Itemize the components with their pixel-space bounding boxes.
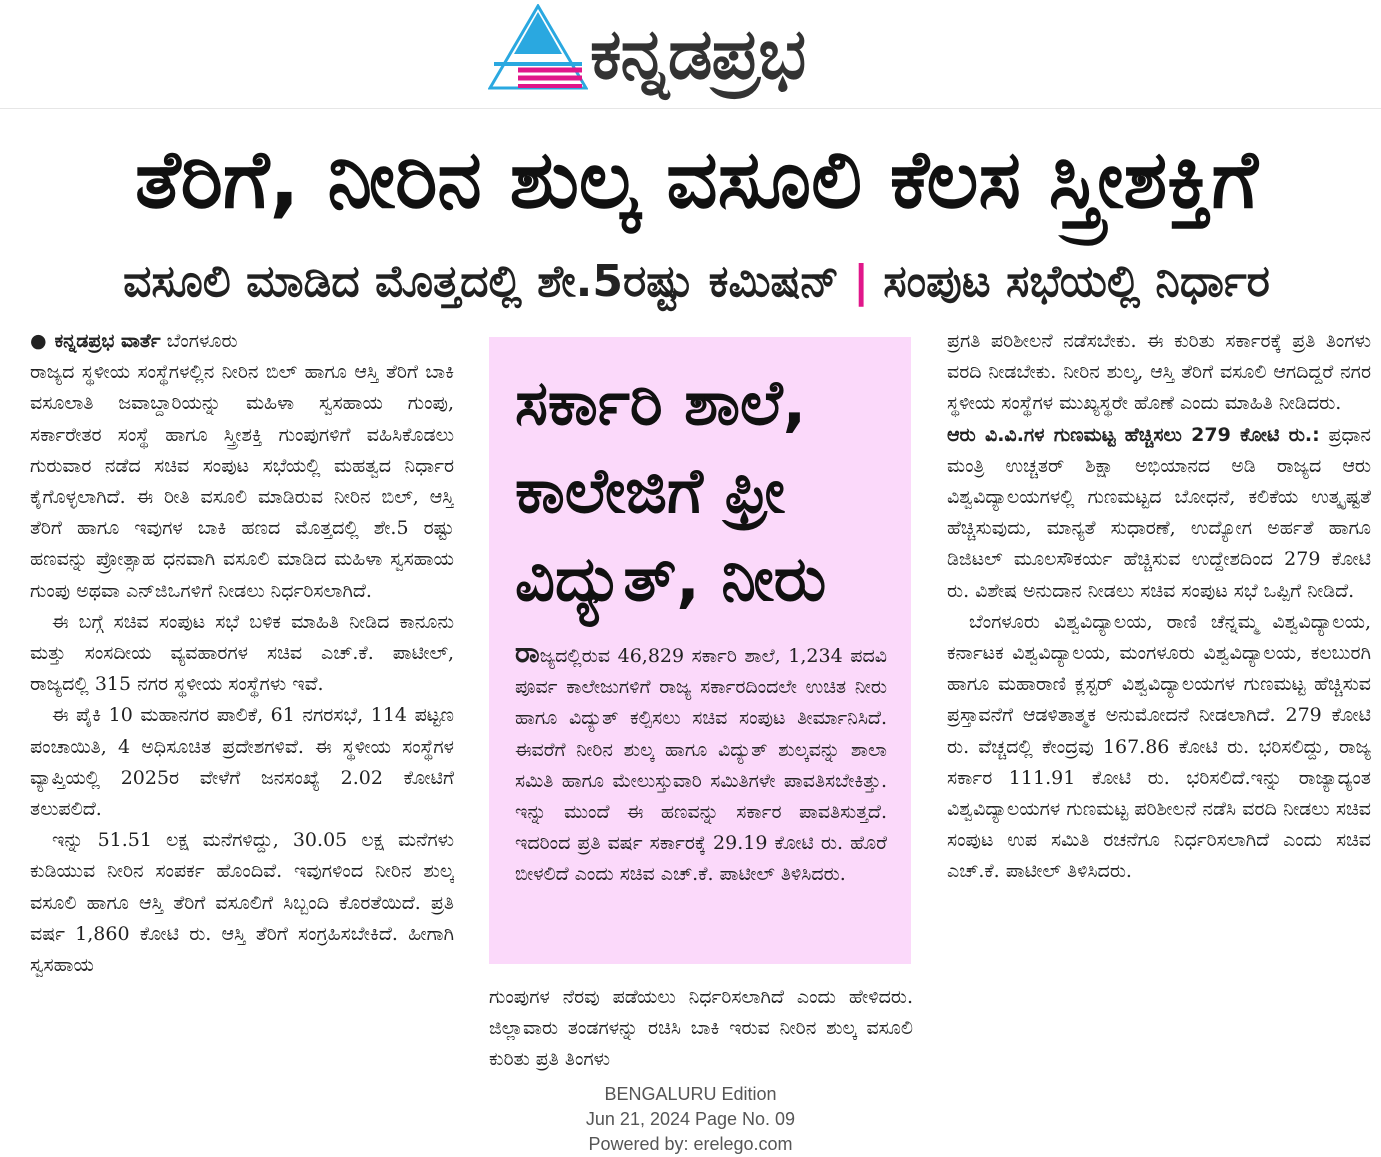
subhead-left: ವಸೂಲಿ ಮಾಡಿದ ಮೊತ್ತದಲ್ಲಿ ಶೇ.5ರಷ್ಟು ಕಮಿಷನ್: [123, 256, 840, 307]
article-subheadline: [24, 246, 1369, 318]
sidebar-box: [489, 337, 911, 964]
powered-by-label: Powered by: erelego.com: [588, 1134, 793, 1154]
box-text: ಜ್ಯದಲ್ಲಿರುವ 46,829 ಸರ್ಕಾರಿ ಶಾಲೆ, 1,234 ಪದವಿ ಪೂರ್ವ ಕಾಲೇಜುಗಳಿಗೆ ರಾಜ್ಯ ಸರ್ಕಾರದಿಂದಲೇ ಉಚಿತ ನೀರು ಹಾಗೂ ವಿದ್ಯುತ್ ಕಲ್ಪಿಸಲು ಸಚಿವ ಸಂಪುಟ ತೀರ್ಮಾನಿಸಿದೆ. ಈವರೆಗೆ ನೀರಿನ ಶುಲ್ಕ ಹಾಗೂ ವಿದ್ಯುತ್ ಶುಲ್ಕವನ್ನು ಶಾಲಾ ಸಮಿತಿ ಹಾಗೂ ಮೇಲುಸ್ತುವಾರಿ ಸಮಿತಿಗಳೇ ಪಾವತಿಸಬೇಕಿತ್ತು. ಇನ್ನು ಮುಂದೆ ಈ ಹಣವನ್ನು ಸರ್ಕಾರ ಪಾವತಿಸುತ್ತದೆ. ಇದರಿಂದ ಪ್ರತಿ ವರ್ಷ ಸರ್ಕಾರಕ್ಕೆ 29.19 ಕೋಟಿ ರು. ಹೊರೆ ಬೀಳಲಿದೆ ಎಂದು ಸಚಿವ ಎಚ್.ಕೆ. ಪಾಟೀಲ್ ತಿಳಿಸಿದರು.: [515, 645, 887, 886]
paragraph: ರಾಜ್ಯದ ಸ್ಥಳೀಯ ಸಂಸ್ಥೆಗಳಲ್ಲಿನ ನೀರಿನ ಬಿಲ್ ಹಾಗೂ ಆಸ್ತಿ ತೆರಿಗೆ ಬಾಕಿ ವಸೂಲಾತಿ ಜವಾಬ್ದಾರಿಯನ್ನು ಮಹಿಳಾ ಸ್ವಸಹಾಯ ಗುಂಪು, ಸರ್ಕಾರೇತರ ಸಂಸ್ಥೆ ಹಾಗೂ ಸ್ತ್ರೀಶಕ್ತಿ ಗುಂಪುಗಳಿಗೆ ವಹಿಸಿಕೊಡಲು ಗುರುವಾರ ನಡೆದ ಸಚಿವ ಸಂಪುಟ ಸಭೆಯಲ್ಲಿ ಮಹತ್ವದ ನಿರ್ಧಾರ ಕೈಗೊಳ್ಳಲಾಗಿದೆ. ಈ ರೀತಿ ವಸೂಲಿ ಮಾಡಿರುವ ನೀರಿನ ಬಿಲ್, ಆಸ್ತಿ ತೆರಿಗೆ ಹಾಗೂ ಇವುಗಳ ಬಾಕಿ ಹಣದ ಮೊತ್ತದಲ್ಲಿ ಶೇ.5 ರಷ್ಟು ಹಣವನ್ನು ಪ್ರೋತ್ಸಾಹ ಧನವಾಗಿ ವಸೂಲಿ ಮಾಡಿದ ಮಹಿಳಾ ಸ್ವಸಹಾಯ ಗುಂಪು ಅಥವಾ ಎನ್‌ಜಿಒಗಳಿಗೆ ನೀಡಲು ನಿರ್ಧರಿಸಲಾಗಿದೆ.: [30, 361, 454, 602]
article-headline: ತೆರಿಗೆ, ನೀರಿನ ಶುಲ್ಕ ವಸೂಲಿ ಕೆಲಸ ಸ್ತ್ರೀಶಕ್ತಿಗೆ: [134, 133, 1258, 226]
masthead: [0, 0, 1381, 109]
byline-source: ಕನ್ನಡಪ್ರಭ ವಾರ್ತೆ: [54, 330, 161, 352]
paragraph: ಪ್ರಗತಿ ಪರಿಶೀಲನೆ ನಡೆಸಬೇಕು. ಈ ಕುರಿತು ಸರ್ಕಾರಕ್ಕೆ ಪ್ರತಿ ತಿಂಗಳು ವರದಿ ನೀಡಬೇಕು. ನೀರಿನ ಶುಲ್ಕ, ಆಸ್ತಿ ತೆರಿಗೆ ವಸೂಲಿ ಆಗದಿದ್ದರೆ ನಗರ ಸ್ಥಳೀಯ ಸಂಸ್ಥೆಗಳ ಮುಖ್ಯಸ್ಥರೇ ಹೊಣೆ ಎಂದು ಮಾಹಿತಿ ನೀಡಿದರು.: [947, 330, 1371, 415]
paragraph: ಗುಂಪುಗಳ ನೆರವು ಪಡೆಯಲು ನಿರ್ಧರಿಸಲಾಗಿದೆ ಎಂದು ಹೇಳಿದರು. ಜಿಲ್ಲಾವಾರು ತಂಡಗಳನ್ನು ರಚಿಸಿ ಬಾಕಿ ಇರುವ ನೀರಿನ ಶುಲ್ಕ ವಸೂಲಿ ಕುರಿತು ಪ್ರತಿ ತಿಂಗಳು: [489, 986, 913, 1071]
paragraph: ಈ ಬಗ್ಗೆ ಸಚಿವ ಸಂಪುಟ ಸಭೆ ಬಳಿಕ ಮಾಹಿತಿ ನೀಡಿದ ಕಾನೂನು ಮತ್ತು ಸಂಸದೀಯ ವ್ಯವಹಾರಗಳ ಸಚಿವ ಎಚ್.ಕೆ. ಪಾಟೀಲ್, ರಾಜ್ಯದಲ್ಲಿ 315 ನಗರ ಸ್ಥಳೀಯ ಸಂಸ್ಥೆಗಳು ಇವೆ.: [30, 610, 454, 696]
masthead-logo-text: ಕನ್ನಡಪ್ರಭ: [590, 13, 806, 95]
box-body: [515, 637, 887, 957]
subhead-right: ಸಂಪುಟ ಸಭೆಯಲ್ಲಿ ನಿರ್ಧಾರ: [883, 256, 1270, 307]
paragraph-with-subhead: [947, 420, 1371, 607]
article-column-left: [30, 326, 454, 1078]
page-footer: [0, 1082, 1381, 1157]
box-headline: ಸರ್ಕಾರಿ ಶಾಲೆ, ಕಾಲೇಜಿಗೆ ಫ್ರೀ ವಿದ್ಯುತ್, ನೀರು: [515, 366, 827, 615]
box-paragraph: [515, 637, 887, 891]
paragraph: ಇನ್ನು 51.51 ಲಕ್ಷ ಮನೆಗಳಿದ್ದು, 30.05 ಲಕ್ಷ ಮನೆಗಳು ಕುಡಿಯುವ ನೀರಿನ ಸಂಪರ್ಕ ಹೊಂದಿವೆ. ಇವುಗಳಿಂದ ನೀರಿನ ಶುಲ್ಕ ವಸೂಲಿ ಹಾಗೂ ಆಸ್ತಿ ತೆರಿಗೆ ವಸೂಲಿಗೆ ಸಿಬ್ಬಂದಿ ಕೊರತೆಯಿದೆ. ಪ್ರತಿ ವರ್ಷ 1,860 ಕೋಟಿ ರು. ಆಸ್ತಿ ತೆರಿಗೆ ಸಂಗ್ರಹಿಸಬೇಕಿದೆ. ಹೀಗಾಗಿ ಸ್ವಸಹಾಯ: [30, 829, 454, 977]
edition-label: BENGALURU Edition: [604, 1084, 777, 1104]
kannada-prabha-logo-icon: [488, 4, 588, 90]
bullet-icon: ●: [30, 330, 47, 352]
article-column-middle: [489, 982, 913, 1078]
article-column-right: [947, 326, 1371, 1078]
subhead-separator: |: [853, 256, 870, 307]
dateline: ಬೆಂಗಳೂರು: [166, 330, 238, 352]
byline: [30, 326, 454, 357]
section-subhead: ಆರು ವಿ.ವಿ.ಗಳ ಗುಣಮಟ್ಟ ಹೆಚ್ಚಿಸಲು 279 ಕೋಟಿ ರು.:: [947, 423, 1320, 446]
paragraph-text: ಪ್ರಧಾನ ಮಂತ್ರಿ ಉಚ್ಚತರ್ ಶಿಕ್ಷಾ ಅಭಿಯಾನದ ಅಡಿ ರಾಜ್ಯದ ಆರು ವಿಶ್ವವಿದ್ಯಾಲಯಗಳಲ್ಲಿ ಗುಣಮಟ್ಟದ ಬೋಧನೆ, ಕಲಿಕೆಯ ಉತ್ಕೃಷ್ಟತೆ ಹೆಚ್ಚಿಸುವುದು, ಮಾನ್ಯತೆ ಸುಧಾರಣೆ, ಉದ್ಯೋಗ ಅರ್ಹತೆ ಹಾಗೂ ಡಿಜಿಟಲ್ ಮೂಲಸೌಕರ್ಯ ಹೆಚ್ಚಿಸುವ ಉದ್ದೇಶದಿಂದ 279 ಕೋಟಿ ರು. ವಿಶೇಷ ಅನುದಾನ ನೀಡಲು ಸಚಿವ ಸಂಪುಟ ಸಭೆ ಒಪ್ಪಿಗೆ ನೀಡಿದೆ.: [947, 423, 1371, 602]
date-page-label: Jun 21, 2024 Page No. 09: [585, 1109, 796, 1129]
drop-cap: ರಾ: [515, 637, 540, 669]
paragraph: ಬೆಂಗಳೂರು ವಿಶ್ವವಿದ್ಯಾಲಯ, ರಾಣಿ ಚೆನ್ನಮ್ಮ ವಿಶ್ವವಿದ್ಯಾಲಯ, ಕರ್ನಾಟಕ ವಿಶ್ವವಿದ್ಯಾಲಯ, ಮಂಗಳೂರು ವಿಶ್ವವಿದ್ಯಾಲಯ, ಕಲಬುರಗಿ ಹಾಗೂ ಮಹಾರಾಣಿ ಕ್ಲಸ್ಟರ್ ವಿಶ್ವವಿದ್ಯಾಲಯಗಳ ಗುಣಮಟ್ಟ ಹೆಚ್ಚಿಸುವ ಪ್ರಸ್ತಾವನೆಗೆ ಆಡಳಿತಾತ್ಮಕ ಅನುಮೋದನೆ ನೀಡಲಾಗಿದೆ. 279 ಕೋಟಿ ರು. ವೆಚ್ಚದಲ್ಲಿ ಕೇಂದ್ರವು 167.86 ಕೋಟಿ ರು. ಭರಿಸಲಿದ್ದು, ರಾಜ್ಯ ಸರ್ಕಾರ 111.91 ಕೋಟಿ ರು. ಭರಿಸಲಿದೆ.ಇನ್ನು ರಾಜ್ಯಾದ್ಯಂತ ವಿಶ್ವವಿದ್ಯಾಲಯಗಳ ಗುಣಮಟ್ಟ ಪರಿಶೀಲನೆ ನಡೆಸಿ ವರದಿ ನೀಡಲು ಸಚಿವ ಸಂಪುಟ ಉಪ ಸಮಿತಿ ರಚನೆಗೂ ನಿರ್ಧರಿಸಲಾಗಿದೆ ಎಂದು ಸಚಿವ ಎಚ್.ಕೆ. ಪಾಟೀಲ್ ತಿಳಿಸಿದರು.: [947, 610, 1371, 883]
paragraph: ಈ ಪೈಕಿ 10 ಮಹಾನಗರ ಪಾಲಿಕೆ, 61 ನಗರಸಭೆ, 114 ಪಟ್ಟಣ ಪಂಚಾಯಿತಿ, 4 ಅಧಿಸೂಚಿತ ಪ್ರದೇಶಗಳಿವೆ. ಈ ಸ್ಥಳೀಯ ಸಂಸ್ಥೆಗಳ ವ್ಯಾಪ್ತಿಯಲ್ಲಿ 2025ರ ವೇಳೆಗೆ ಜನಸಂಖ್ಯೆ 2.02 ಕೋಟಿಗೆ ತಲುಪಲಿದೆ.: [30, 704, 454, 821]
